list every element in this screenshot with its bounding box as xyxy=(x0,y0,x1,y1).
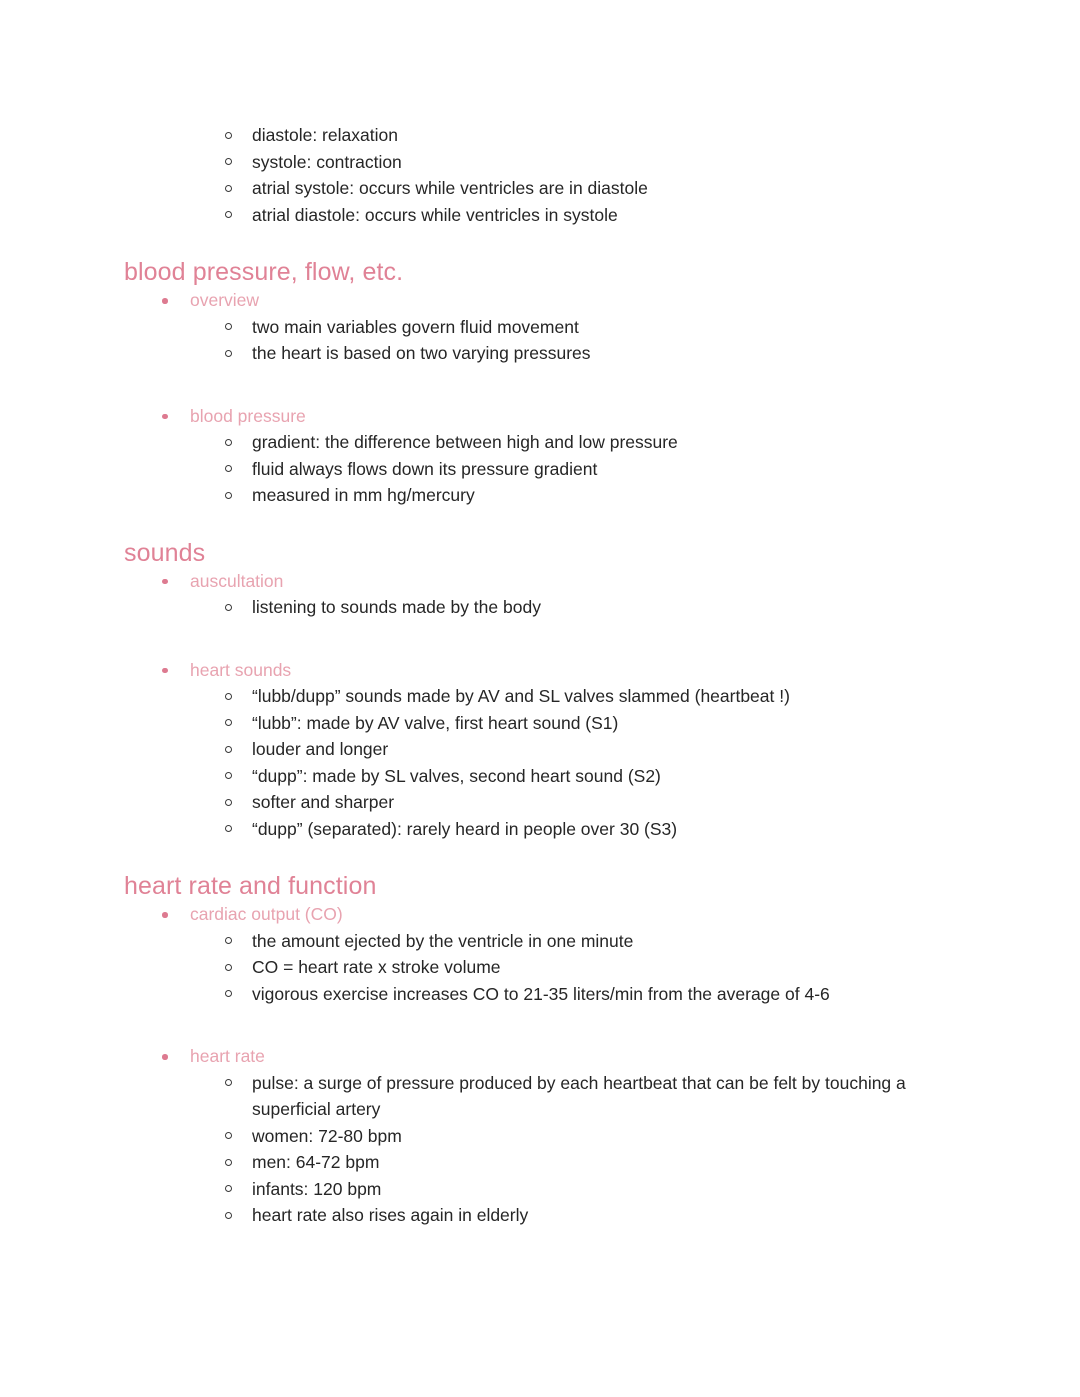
dot-bullet-icon xyxy=(162,1054,168,1060)
circle-bullet-icon xyxy=(225,1212,232,1219)
circle-bullet-icon xyxy=(225,937,232,944)
list-item xyxy=(124,1202,984,1229)
list-item xyxy=(124,1123,984,1150)
group-label-row xyxy=(124,568,984,595)
list-item-text: heart rate also rises again in elderly xyxy=(252,1205,529,1225)
group-label: auscultation xyxy=(190,570,284,591)
list-item xyxy=(124,149,984,176)
list-item-text: softer and sharper xyxy=(252,792,395,812)
group-label-row xyxy=(124,403,984,430)
top-bullet-block xyxy=(124,122,984,228)
list-item xyxy=(124,981,984,1008)
list-item xyxy=(124,482,984,509)
sub-list xyxy=(124,928,984,1008)
group-label: cardiac output (CO) xyxy=(190,904,343,924)
list-item-text: pulse: a surge of pressure produced by each heartbeat that can be felt by touching a superficial artery xyxy=(252,1072,906,1119)
list-item-text: atrial systole: occurs while ventricles are in diastole xyxy=(252,178,648,198)
circle-bullet-icon xyxy=(225,158,232,165)
list-item xyxy=(124,314,984,341)
bullet-group xyxy=(124,657,984,843)
list-item-text: fluid always flows down its pressure gradient xyxy=(252,458,598,479)
list-item xyxy=(124,1149,984,1176)
circle-bullet-icon xyxy=(225,439,232,446)
group-label-row xyxy=(124,287,984,314)
list-item xyxy=(124,928,984,955)
list-item xyxy=(124,816,984,843)
top-sub-list xyxy=(124,122,984,228)
list-item-text: two main variables govern fluid movement xyxy=(252,316,579,337)
list-item-text: women: 72-80 bpm xyxy=(252,1125,402,1146)
list-item xyxy=(124,736,984,763)
circle-bullet-icon xyxy=(225,323,232,330)
list-item-text: infants: 120 bpm xyxy=(252,1178,382,1199)
list-item-text: vigorous exercise increases CO to 21-35 liters/min from the average of 4-6 xyxy=(252,983,830,1004)
sub-list xyxy=(124,314,984,367)
section-heading: blood pressure, flow, etc. xyxy=(124,258,404,286)
list-item-text: CO = heart rate x stroke volume xyxy=(252,957,501,977)
bullet-group xyxy=(124,901,984,1007)
dot-bullet-icon xyxy=(162,414,168,420)
group-label-row xyxy=(124,1043,984,1070)
dot-bullet-icon xyxy=(162,668,168,674)
list-item-text: the heart is based on two varying pressures xyxy=(252,343,591,363)
bullet-group xyxy=(124,403,984,509)
circle-bullet-icon xyxy=(225,1159,232,1166)
bullet-group xyxy=(124,568,984,621)
dot-bullet-icon xyxy=(162,579,168,585)
list-item xyxy=(124,683,984,710)
list-item xyxy=(124,1176,984,1203)
list-item-text: listening to sounds made by the body xyxy=(252,597,541,617)
list-item-text: measured in mm hg/mercury xyxy=(252,485,475,505)
bullet-group xyxy=(124,287,984,367)
circle-bullet-icon xyxy=(225,1079,232,1086)
list-item-text: “dupp” (separated): rarely heard in people over 30 (S3) xyxy=(252,818,678,839)
list-item xyxy=(124,954,984,981)
dot-bullet-icon xyxy=(162,298,168,304)
circle-bullet-icon xyxy=(225,990,232,997)
circle-bullet-icon xyxy=(225,799,232,806)
circle-bullet-icon xyxy=(225,825,232,832)
circle-bullet-icon xyxy=(225,746,232,753)
group-label: heart sounds xyxy=(190,659,292,680)
list-item xyxy=(124,175,984,202)
list-item xyxy=(124,456,984,483)
bullet-group xyxy=(124,1043,984,1229)
list-item-text: “dupp”: made by SL valves, second heart sound (S2) xyxy=(252,765,661,786)
list-item xyxy=(124,429,984,456)
circle-bullet-icon xyxy=(225,465,232,472)
section-heading: sounds xyxy=(124,538,206,567)
list-item xyxy=(124,122,984,149)
list-item xyxy=(124,789,984,816)
group-label-row xyxy=(124,657,984,684)
circle-bullet-icon xyxy=(225,492,232,499)
circle-bullet-icon xyxy=(225,693,232,700)
group-label: overview xyxy=(190,290,260,310)
group-label-row xyxy=(124,901,984,928)
list-item xyxy=(124,340,984,367)
list-item-text: atrial diastole: occurs while ventricles in systole xyxy=(252,204,618,225)
list-item-text: louder and longer xyxy=(252,739,389,759)
circle-bullet-icon xyxy=(225,604,232,611)
circle-bullet-icon xyxy=(225,1132,232,1139)
sub-list xyxy=(124,429,984,509)
group-label: blood pressure xyxy=(190,405,306,426)
list-item-text: gradient: the difference between high and low pressure xyxy=(252,432,678,452)
list-item xyxy=(124,1070,984,1123)
circle-bullet-icon xyxy=(225,964,232,971)
list-item xyxy=(124,710,984,737)
sub-list xyxy=(124,1070,984,1229)
circle-bullet-icon xyxy=(225,211,232,218)
list-item-text: men: 64-72 bpm xyxy=(252,1152,380,1172)
list-item-text: diastole: relaxation xyxy=(252,125,398,145)
circle-bullet-icon xyxy=(225,185,232,192)
sub-list xyxy=(124,594,984,621)
circle-bullet-icon xyxy=(225,1185,232,1192)
circle-bullet-icon xyxy=(225,719,232,726)
section-heading: heart rate and function xyxy=(124,872,377,900)
sections-root xyxy=(124,257,984,1229)
sub-list xyxy=(124,683,984,842)
list-item-text: “lubb”: made by AV valve, first heart sound (S1) xyxy=(252,712,619,733)
circle-bullet-icon xyxy=(225,772,232,779)
list-item xyxy=(124,763,984,790)
list-item-text: the amount ejected by the ventricle in one minute xyxy=(252,930,634,951)
group-label: heart rate xyxy=(190,1046,265,1066)
dot-bullet-icon xyxy=(162,912,168,918)
list-item-text: “lubb/dupp” sounds made by AV and SL valves slammed (heartbeat !) xyxy=(252,686,790,706)
list-item xyxy=(124,594,984,621)
circle-bullet-icon xyxy=(225,350,232,357)
list-item-text: systole: contraction xyxy=(252,151,402,172)
list-item xyxy=(124,202,984,229)
circle-bullet-icon xyxy=(225,132,232,139)
